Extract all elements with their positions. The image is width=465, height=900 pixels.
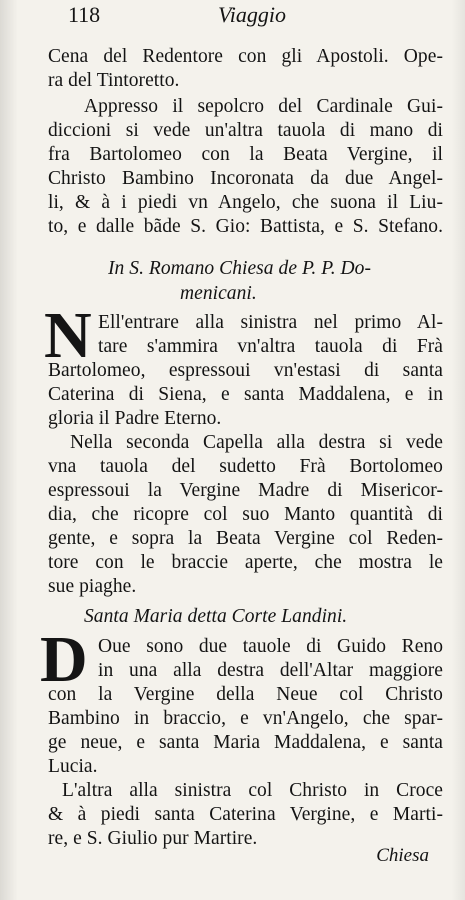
- catchword: Chiesa: [376, 845, 429, 866]
- text-line: Cena del Redentore con gli Apostoli. Ope-: [48, 46, 443, 67]
- text-line: & à piedi santa Caterina Vergine, e Marti-: [48, 804, 443, 825]
- text-line: Oue sono due tauole di Guido Reno: [98, 636, 443, 657]
- drop-cap: N: [44, 299, 92, 372]
- text-line: gente, e sopra la Beata Vergine col Reden-: [48, 528, 443, 549]
- text-line: dia, che ricopre col suo Manto quantità di: [48, 504, 443, 525]
- text-line: ge neue, e santa Maria Maddalena, e santa: [48, 732, 443, 753]
- text-line: con la Vergine della Neue col Christo: [48, 684, 443, 705]
- text-line: re, e S. Giulio pur Martire.: [48, 828, 258, 849]
- text-line: Appresso il sepolcro del Cardinale Gui-: [84, 96, 443, 117]
- text-line: L'altra alla sinistra col Christo in Croce: [62, 780, 443, 801]
- text-line: Caterina di Siena, e santa Maddalena, e in: [48, 384, 443, 405]
- text-line: fra Bartolomeo con la Beata Vergine, il: [48, 144, 443, 165]
- text-line: Ell'entrare alla sinistra nel primo Al-: [98, 312, 443, 333]
- text-line: ra del Tintoretto.: [48, 70, 180, 91]
- text-line: Lucia.: [48, 756, 98, 777]
- text-line: Christo Bambino Incoronata da due Angel-: [48, 168, 443, 189]
- drop-cap: D: [40, 623, 88, 696]
- section-heading: menicani.: [180, 283, 257, 304]
- text-line: diccioni si vede un'altra tauola di mano di: [48, 120, 443, 141]
- text-line: in una alla destra dell'Altar maggiore: [98, 660, 443, 681]
- text-line: espressoui la Vergine Madre di Misericor-: [48, 480, 443, 501]
- text-line: li, & à i piedi vn Angelo, che suona il Liu-: [48, 192, 443, 213]
- text-line: tare s'ammira vn'altra tauola di Frà: [98, 336, 443, 357]
- page-number: 118: [68, 2, 101, 27]
- running-title: Viaggio: [218, 2, 287, 27]
- text-line: sue piaghe.: [48, 576, 137, 597]
- text-line: tore con le braccie aperte, che mostra le: [48, 552, 443, 573]
- text-line: Bartolomeo, espressoui vn'estasi di santa: [48, 360, 443, 381]
- text-line: to, e dalle bãde S. Gio: Battista, e S. Stefano.: [48, 216, 443, 237]
- text-line: Bambino in braccio, e vn'Angelo, che spar-: [48, 708, 443, 729]
- text-line: Nella seconda Capella alla destra si vede: [70, 432, 443, 453]
- section-heading: Santa Maria detta Corte Landini.: [84, 606, 348, 627]
- section-heading: In S. Romano Chiesa de P. P. Do-: [108, 258, 372, 279]
- text-line: vna tauola del sudetto Frà Bortolomeo: [48, 456, 443, 477]
- text-line: gloria il Padre Eterno.: [48, 408, 222, 429]
